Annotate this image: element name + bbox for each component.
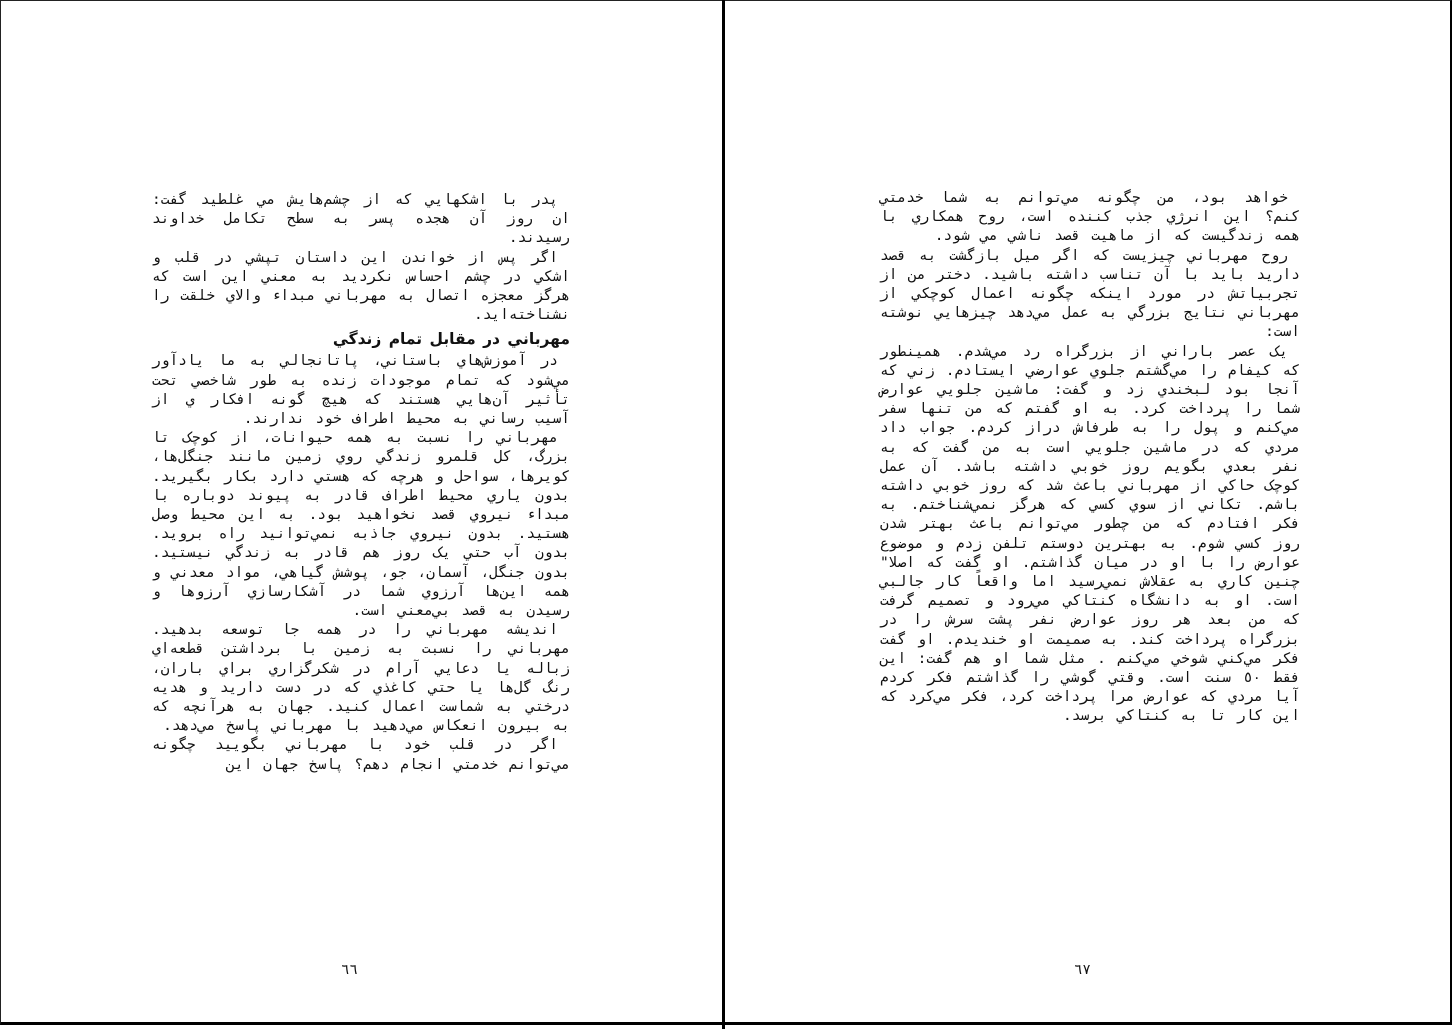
- page-number: ٦٧: [1074, 962, 1091, 978]
- right-page-body: [880, 189, 1300, 727]
- section-heading: مهرباني در مقابل تمام زندگي: [332, 330, 570, 349]
- paragraph: مهرباني را نسبت به همه حيوانات، از کوچک تا بزرگ، کل قلمرو زندگي روي زمين مانند جنگل‌ها، کويرها، سواحل و هرچه که هستي دارد بکار بگيريد. بدون ياري محيط اطراف قادر به پيوند دوباره با مبداء نيروي قصد نخواهيد بود. به اين محيط وصل هستيد. بدون نيروي جاذبه نمي‌توانيد راه برويد. بدون آب حتي يک روز هم قادر به زندگي نيستيد. بدون جنگل، آسمان، جو، پوشش گياهي، مواد معدني و همه اين‌ها آرزوي شما در آشکارسازي آرزوها و رسيدن به قصد بي‌معني است.: [152, 430, 570, 620]
- right-page: [725, 0, 1454, 1029]
- paragraph: يک عصر باراني از بزرگراه رد مي‌شدم. همينطور که کيفام را مي‌گشتم جلوي عوارضي ايستادم. زني که آنجا بود لبخندي زد و گفت: ماشين جلويي عوارض شما را پرداخت کرد. به او گفتم که من تنها سفر مي‌کنم و پول را به طرفاش دراز کردم. جواب داد مردي که در ماشين جلويي است به من گفت که به نفر بعدي بگويم روز خوبي داشته باشد. آن عمل کوچک حاکي از مهرباني باعث شد که روز خوبي داشته باشم. تکاني از سوي کسي که هرگز نمي‌شناختم. به فکر افتادم که من چطور مي‌توانم باعث بهتر شدن روز کسي شوم. به بهترين دوستم تلفن زدم و موضوع عوارض را با او در ميان گذاشتم. او گفت که اصلا" چنين کاري به عقلاش نمي‌رسيد اما واقعاً کار جالبي است. او به دانشگاه کنتاکي مي‌رود و تصميم گرفت که من بعد هر روز عوارض نفر پشت سرش را در بزرگراه پرداخت کند. به صميمت او خنديدم. او گفت فکر مي‌کني شوخي مي‌کنم . مثل شما او هم گفت: اين فقط ٥٠ سنت است. وقتي گوشي را گذاشتم فکر کردم آيا مردي که عوارض مرا پرداخت کرد، فکر مي‌کرد که اين کار تا به کنتاکي برسد.: [880, 343, 1300, 725]
- paragraph: روح مهرباني چيزيست که اگر ميل بازگشت به قصد داريد بايد با آن تناسب داشته باشيد. دختر من از تجربياتش در مورد اينکه چگونه اعمال کوچکي از مهرباني نتايج بزرگي به عمل مي‌دهد چيزهايي نوشته است:: [880, 247, 1300, 341]
- left-page: [0, 0, 722, 1029]
- paragraph: اگر پس از خواندن اين داستان تپشي در قلب و اشکي در چشم احساس نکرديد به معني اين است که هرگز معجزه اتصال به مهرباني مبداء والاي خلقت را نشناخته‌ايد.: [152, 249, 570, 324]
- paragraph: در آموزش‌هاي باستاني، پاتانجالي به ما يادآور مي‌شود که تمام موجودات زنده به طور شاخصي تحت تأثير آن‌هايي هستند که هيچ گونه افکار ي از آسيب رساني به محيط اطراف خود ندارند.: [152, 353, 570, 428]
- paragraph: خواهد بود، من چگونه مي‌توانم به شما خدمتي کنم؟ اين انرژي جذب کننده است، روح همکاري با همه زندگيست که از ماهيت قصد ناشي مي شود.: [880, 190, 1300, 245]
- paragraph: اگر در قلب خود با مهرباني بگوييد چگونه مي‌توانم خدمتي انجام دهم؟ پاسخ جهان اين: [152, 737, 570, 773]
- page-number: ٦٦: [341, 962, 358, 978]
- left-page-body: [152, 191, 570, 775]
- paragraph: پدر با اشکهايي که از چشم‌هايش مي غلطيد گفت: ان روز آن هجده پسر به سطح تکامل خداوند رسيدند.: [152, 192, 570, 247]
- paragraph: انديشه مهرباني را در همه جا توسعه بدهيد. مهرباني را نسبت به زمين با برداشتن قطعه‌اي زباله يا دعايي آرام در شکرگزاري براي باران، رنگ گل‌ها يا حتي کاغذي که در دست داريد و هديه درختي به شماست اعمال کنيد. جهان به هرآنچه که به بيرون انعکاس مي‌دهيد با مهرباني پاسخ مي‌دهد.: [152, 622, 570, 735]
